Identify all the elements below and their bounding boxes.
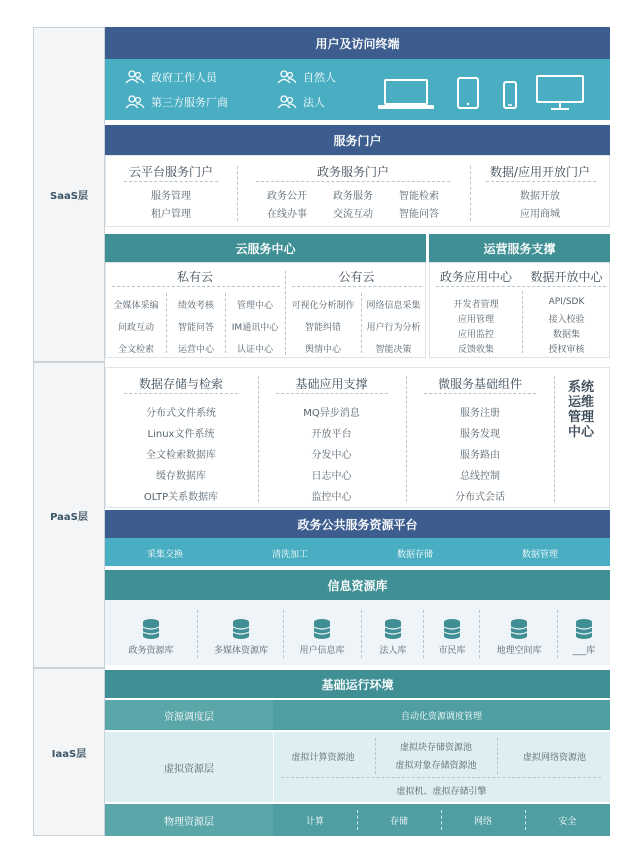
private-cloud-item: 运营中心 <box>177 345 214 355</box>
data-open-item: API/SDK <box>548 297 585 307</box>
user-label: 法人 <box>303 96 325 109</box>
database-icon <box>510 618 528 640</box>
users-icon <box>125 95 145 109</box>
paas-item: 服务注册 <box>460 408 500 419</box>
database-label: 政务资源库 <box>128 646 174 656</box>
portal-item: 数据开放 <box>520 191 560 202</box>
info-lib-title: 信息资源库 <box>327 578 388 593</box>
user-label: 自然人 <box>303 71 336 84</box>
gov-platform-item: 数据存储 <box>396 550 433 560</box>
database-icon <box>313 618 331 640</box>
virtual-item: 虚拟计算资源池 <box>291 753 355 763</box>
divider <box>361 293 362 353</box>
portal-item: 政务公开 <box>267 191 307 202</box>
database-item <box>365 618 421 656</box>
database-icon <box>443 618 461 640</box>
portal-item: 智能检索 <box>399 191 439 202</box>
portal-item: 交流互动 <box>333 209 373 220</box>
database-label: ___库 <box>572 646 596 656</box>
paas-item: 总线控制 <box>460 471 500 482</box>
cloud-center-title-band <box>105 234 426 262</box>
public-cloud-item: 可视化分析制作 <box>291 301 355 311</box>
paas-item: 服务路由 <box>460 450 500 461</box>
user-item <box>277 94 325 110</box>
virtual-label: 虚拟资源层 <box>164 763 214 775</box>
iaas-layer-rail <box>33 668 105 836</box>
database-item <box>289 618 355 656</box>
divider <box>112 286 280 287</box>
divider <box>166 293 167 353</box>
data-open-item: 授权审核 <box>548 345 585 355</box>
paas-item: 缓存数据库 <box>156 471 206 482</box>
iaas-title-band <box>105 670 610 698</box>
divider <box>375 738 376 774</box>
divider <box>554 376 555 502</box>
ops-mgmt-center-label: 系统运维管理中心 <box>568 380 595 440</box>
ops-support-panel <box>429 262 610 358</box>
portal-item: 应用商城 <box>520 209 560 220</box>
public-cloud-item: 网络信息采集 <box>366 301 421 311</box>
portal-item: 租户管理 <box>151 209 191 220</box>
info-lib-panel <box>105 600 610 665</box>
data-open-item: 数据集 <box>552 330 580 340</box>
ops-support-title-band <box>429 234 610 262</box>
physical-item: 计算 <box>305 816 324 827</box>
portal-item: 智能问答 <box>399 209 439 220</box>
portal-title: 服务门户 <box>333 133 382 148</box>
paas-column-title: 基础应用支撑 <box>295 377 368 391</box>
data-open-center-title: 数据开放中心 <box>530 270 603 284</box>
divider <box>486 181 596 182</box>
divider <box>361 610 362 658</box>
paas-item: 开放平台 <box>311 429 352 440</box>
paas-item: 全文检索数据库 <box>146 450 216 461</box>
cloud-center-panel <box>105 262 426 358</box>
physical-item: 安全 <box>558 816 577 827</box>
paas-item: MQ异步消息 <box>303 408 360 419</box>
database-icon <box>384 618 402 640</box>
divider <box>124 181 218 182</box>
physical-item: 存储 <box>389 816 408 827</box>
physical-label: 物理资源层 <box>164 816 214 828</box>
private-cloud-item: 管理中心 <box>236 301 273 311</box>
divider <box>436 286 606 287</box>
private-cloud-item: IM通讯中心 <box>231 323 279 333</box>
virtual-row <box>105 732 610 802</box>
divider <box>225 293 226 353</box>
paas-layer-label: PaaS层 <box>50 511 88 523</box>
portal-title-band <box>105 125 610 155</box>
physical-item: 网络 <box>473 816 492 827</box>
public-cloud-item: 舆情中心 <box>304 345 341 355</box>
users-icon <box>277 70 297 84</box>
private-cloud-title: 私有云 <box>176 270 213 284</box>
divider <box>124 393 238 394</box>
laptop-icon <box>377 77 435 111</box>
cloud-center-title: 云服务中心 <box>235 241 296 256</box>
database-item <box>561 618 607 656</box>
database-icon <box>575 618 593 640</box>
iaas-title: 基础运行环境 <box>321 677 394 692</box>
paas-layer-rail <box>33 362 105 668</box>
paas-components-panel <box>105 367 610 508</box>
user-label: 第三方服务厂商 <box>151 96 228 109</box>
paas-column-title: 微服务基础组件 <box>437 377 522 391</box>
gov-platform-title: 政务公共服务资源平台 <box>297 517 418 532</box>
divider <box>557 610 558 658</box>
phone-icon <box>502 80 518 110</box>
gov-platform-item: 采集交换 <box>146 550 183 560</box>
gov-app-item: 应用监控 <box>457 330 494 340</box>
divider <box>292 286 422 287</box>
database-item <box>201 618 281 656</box>
saas-layer-rail <box>33 27 105 362</box>
divider <box>497 738 498 774</box>
portal-item: 在线办事 <box>267 209 307 220</box>
paas-column-title: 数据存储与检索 <box>138 377 223 391</box>
database-label: 用户信息库 <box>299 646 345 656</box>
database-label: 地理空间库 <box>496 646 542 656</box>
gov-platform-item: 数据管理 <box>521 550 558 560</box>
portal-group-title: 政务服务门户 <box>316 165 389 179</box>
paas-item: 分发中心 <box>311 450 352 461</box>
saas-layer-label: SaaS层 <box>50 191 88 202</box>
portal-panel <box>105 155 610 227</box>
divider <box>256 181 450 182</box>
divider <box>276 393 388 394</box>
data-open-item: 接入校验 <box>548 315 585 325</box>
paas-item: 监控中心 <box>311 492 352 503</box>
access-title: 用户及访问终端 <box>315 36 400 51</box>
user-label: 政府工作人员 <box>151 71 217 84</box>
ops-support-title: 运营服务支撑 <box>483 241 556 256</box>
private-cloud-item: 问政互动 <box>117 323 154 333</box>
private-cloud-item: 全文检索 <box>117 345 154 355</box>
gov-platform-item: 清洗加工 <box>271 550 308 560</box>
user-item <box>125 69 217 85</box>
portal-group-title: 云平台服务门户 <box>128 165 213 179</box>
database-label: 法人库 <box>379 646 407 656</box>
portal-item: 政务服务 <box>333 191 373 202</box>
database-icon <box>232 618 250 640</box>
info-lib-title-band <box>105 570 610 600</box>
access-title-band <box>105 27 610 59</box>
database-item <box>115 618 187 656</box>
portal-item: 服务管理 <box>151 191 191 202</box>
private-cloud-item: 全媒体采编 <box>113 301 159 311</box>
users-icon <box>125 70 145 84</box>
divider <box>283 610 284 658</box>
private-cloud-item: 绩效考核 <box>177 301 214 311</box>
user-item <box>277 69 336 85</box>
users-icon <box>277 95 297 109</box>
database-item <box>483 618 555 656</box>
database-icon <box>142 618 160 640</box>
gov-app-center-title: 政务应用中心 <box>439 270 512 284</box>
sched-label: 资源调度层 <box>164 711 214 723</box>
gov-platform-title-band <box>105 510 610 538</box>
gov-app-item: 开发者管理 <box>453 300 499 310</box>
divider <box>423 610 424 658</box>
paas-item: 服务发现 <box>460 429 500 440</box>
public-cloud-item: 用户行为分析 <box>366 323 421 333</box>
gov-platform-items-band <box>105 538 610 566</box>
private-cloud-item: 认证中心 <box>236 345 273 355</box>
gov-app-item: 应用管理 <box>457 315 494 325</box>
monitor-icon <box>535 74 585 112</box>
tablet-icon <box>456 76 480 110</box>
divider <box>197 610 198 658</box>
database-label: 市民库 <box>438 646 466 656</box>
physical-row <box>105 804 610 836</box>
virtual-item: 虚拟对象存储资源池 <box>395 761 477 771</box>
public-cloud-item: 智能决策 <box>375 345 412 355</box>
access-panel <box>105 59 610 120</box>
virtual-item: 虚拟块存储资源池 <box>399 743 472 753</box>
public-cloud-item: 智能纠错 <box>304 323 341 333</box>
database-item <box>427 618 477 656</box>
gov-app-item: 反馈收集 <box>457 345 494 355</box>
database-label: 多媒体资源库 <box>213 646 268 656</box>
paas-item: Linux文件系统 <box>147 429 215 440</box>
public-cloud-title: 公有云 <box>338 270 375 284</box>
paas-item: 分布式文件系统 <box>146 408 216 419</box>
paas-item: 分布式会话 <box>455 492 505 503</box>
divider <box>424 393 536 394</box>
portal-group-title: 数据/应用开放门户 <box>489 165 591 179</box>
virtual-item: 虚拟网络资源池 <box>522 753 586 763</box>
paas-item: OLTP关系数据库 <box>143 492 219 503</box>
virtual-engine: 虚拟机、虚拟存储引擎 <box>396 787 487 797</box>
paas-item: 日志中心 <box>311 471 352 482</box>
user-item <box>125 94 228 110</box>
private-cloud-item: 智能问答 <box>177 323 214 333</box>
sched-row <box>105 700 610 730</box>
iaas-layer-label: IaaS层 <box>51 748 87 760</box>
divider <box>281 777 601 778</box>
sched-value: 自动化资源调度管理 <box>400 711 482 722</box>
divider <box>479 610 480 658</box>
